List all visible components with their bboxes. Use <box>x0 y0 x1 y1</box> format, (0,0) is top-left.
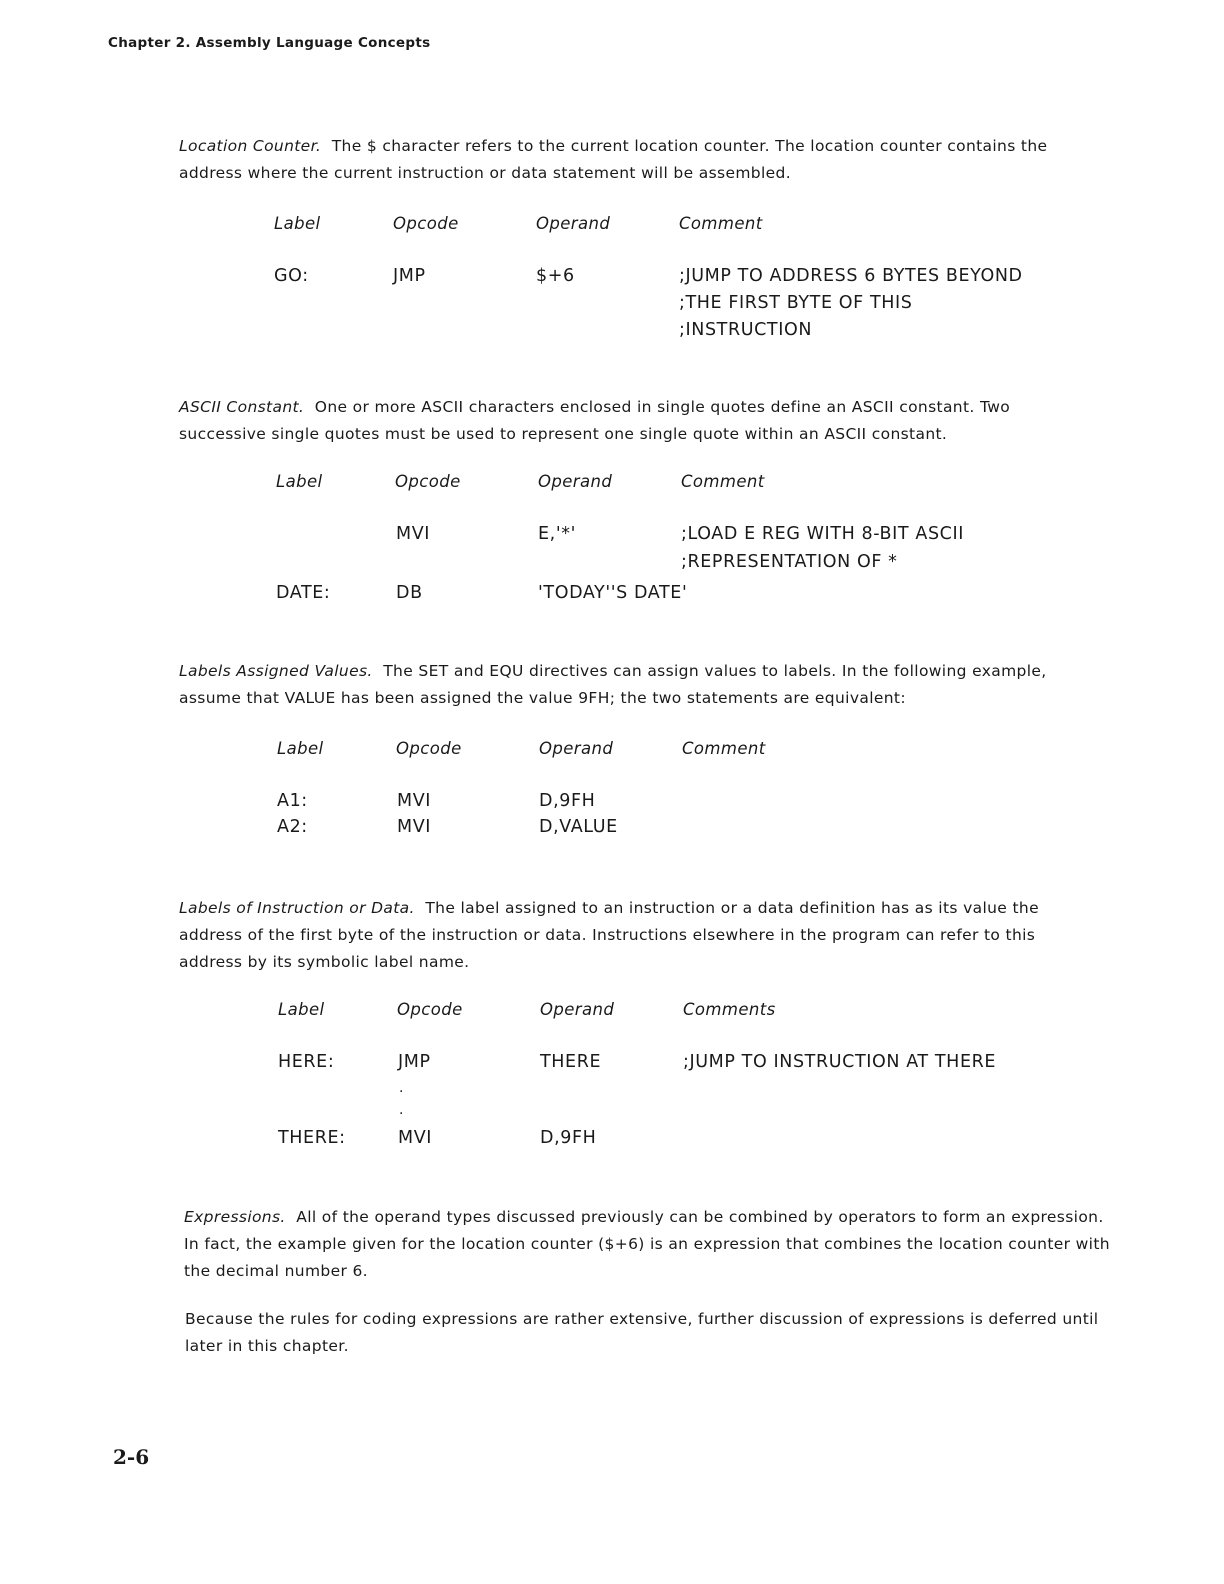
code-line <box>0 1128 1224 1155</box>
ellipsis-dot: . <box>399 1080 404 1096</box>
paragraph-labels-of-instruction <box>179 895 1099 976</box>
col-opcode: Opcode <box>396 739 462 758</box>
col-opcode: Opcode <box>395 472 461 491</box>
code-operand: 'TODAY''S DATE' <box>538 583 688 603</box>
col-label: Label <box>276 472 323 491</box>
code-operand: THERE <box>540 1052 602 1072</box>
code-opcode: JMP <box>393 266 426 286</box>
body-expressions: All of the operand types discussed previously can be combined by operators to form an expression. In fact, the example given for the location counter ($+6) is an expression that combines the location counter with the decimal number 6. <box>184 1208 1110 1280</box>
col-comment: Comment <box>681 472 765 491</box>
col-operand: Operand <box>539 739 614 758</box>
body-labels-of-instruction: The label assigned to an instruction or a data definition has as its value the address of the first byte of the instruction or data. Instructions elsewhere in the program can refer to this address by its symbolic label name. <box>179 899 1039 971</box>
col-operand: Operand <box>538 472 613 491</box>
code-opcode: MVI <box>397 791 432 811</box>
code-comment: ;INSTRUCTION <box>679 320 813 340</box>
col-opcode: Opcode <box>397 1000 463 1019</box>
code-comment: ;JUMP TO INSTRUCTION AT THERE <box>683 1052 997 1072</box>
col-label: Label <box>277 739 324 758</box>
ellipsis-dot: . <box>399 1102 404 1118</box>
code-line <box>0 552 1224 579</box>
code-line <box>0 791 1224 818</box>
code-label: THERE: <box>278 1128 346 1148</box>
code-label: A2: <box>277 817 308 837</box>
code-line <box>0 817 1224 844</box>
lead-labels-assigned-values: Labels Assigned Values. <box>179 662 373 680</box>
code-line <box>0 583 1224 610</box>
code-line <box>0 320 1224 347</box>
paragraph-expressions <box>184 1204 1114 1285</box>
code-opcode: DB <box>396 583 423 603</box>
code-opcode: JMP <box>398 1052 431 1072</box>
paragraph-ascii-constant <box>179 394 1099 448</box>
code-label: A1: <box>277 791 308 811</box>
col-opcode: Opcode <box>393 214 459 233</box>
code-comment: ;JUMP TO ADDRESS 6 BYTES BEYOND <box>679 266 1023 286</box>
code-header-row <box>0 214 1224 241</box>
code-comment: ;REPRESENTATION OF * <box>681 552 898 572</box>
code-opcode: MVI <box>397 817 432 837</box>
code-opcode: MVI <box>398 1128 433 1148</box>
code-header-row <box>0 472 1224 499</box>
col-comment: Comment <box>679 214 763 233</box>
lead-labels-of-instruction: Labels of Instruction or Data. <box>179 899 415 917</box>
code-operand: D,9FH <box>540 1128 597 1148</box>
code-operand: D,9FH <box>539 791 596 811</box>
code-operand: E,'*' <box>538 524 576 544</box>
code-line <box>0 266 1224 293</box>
body-ascii-constant: One or more ASCII characters enclosed in single quotes define an ASCII constant. Two successive single quotes must be used to represent one single quote within an ASCII constant. <box>179 398 1011 443</box>
code-comment: ;LOAD E REG WITH 8-BIT ASCII <box>681 524 964 544</box>
col-comments: Comments <box>683 1000 776 1019</box>
col-operand: Operand <box>536 214 611 233</box>
chapter-header: Chapter 2. Assembly Language Concepts <box>108 35 431 51</box>
code-comment: ;THE FIRST BYTE OF THIS <box>679 293 913 313</box>
col-label: Label <box>274 214 321 233</box>
code-header-row <box>0 739 1224 766</box>
paragraph-closing: Because the rules for coding expressions are rather extensive, further discussion of expressions is deferred until later in this chapter. <box>185 1310 1099 1355</box>
code-header-row <box>0 1000 1224 1027</box>
code-operand: D,VALUE <box>539 817 618 837</box>
body-location-counter: The $ character refers to the current location counter. The location counter contains the address where the current instruction or data statement will be assembled. <box>179 137 1048 182</box>
paragraph-labels-assigned-values <box>179 658 1099 712</box>
col-comment: Comment <box>682 739 766 758</box>
code-line <box>0 1052 1224 1079</box>
code-line <box>0 524 1224 551</box>
code-label: HERE: <box>278 1052 335 1072</box>
code-operand: $+6 <box>536 266 575 286</box>
code-label: DATE: <box>276 583 331 603</box>
code-line <box>0 293 1224 320</box>
paragraph-location-counter <box>179 133 1099 187</box>
col-operand: Operand <box>540 1000 615 1019</box>
lead-expressions: Expressions. <box>184 1208 286 1226</box>
page-number: 2-6 <box>113 1445 150 1469</box>
code-opcode: MVI <box>396 524 431 544</box>
lead-ascii-constant: ASCII Constant. <box>179 398 305 416</box>
code-label: GO: <box>274 266 309 286</box>
lead-location-counter: Location Counter. <box>179 137 322 155</box>
col-label: Label <box>278 1000 325 1019</box>
body-labels-assigned-values: The SET and EQU directives can assign values to labels. In the following example, assume that VALUE has been assigned the value 9FH; the two statements are equivalent: <box>179 662 1047 707</box>
